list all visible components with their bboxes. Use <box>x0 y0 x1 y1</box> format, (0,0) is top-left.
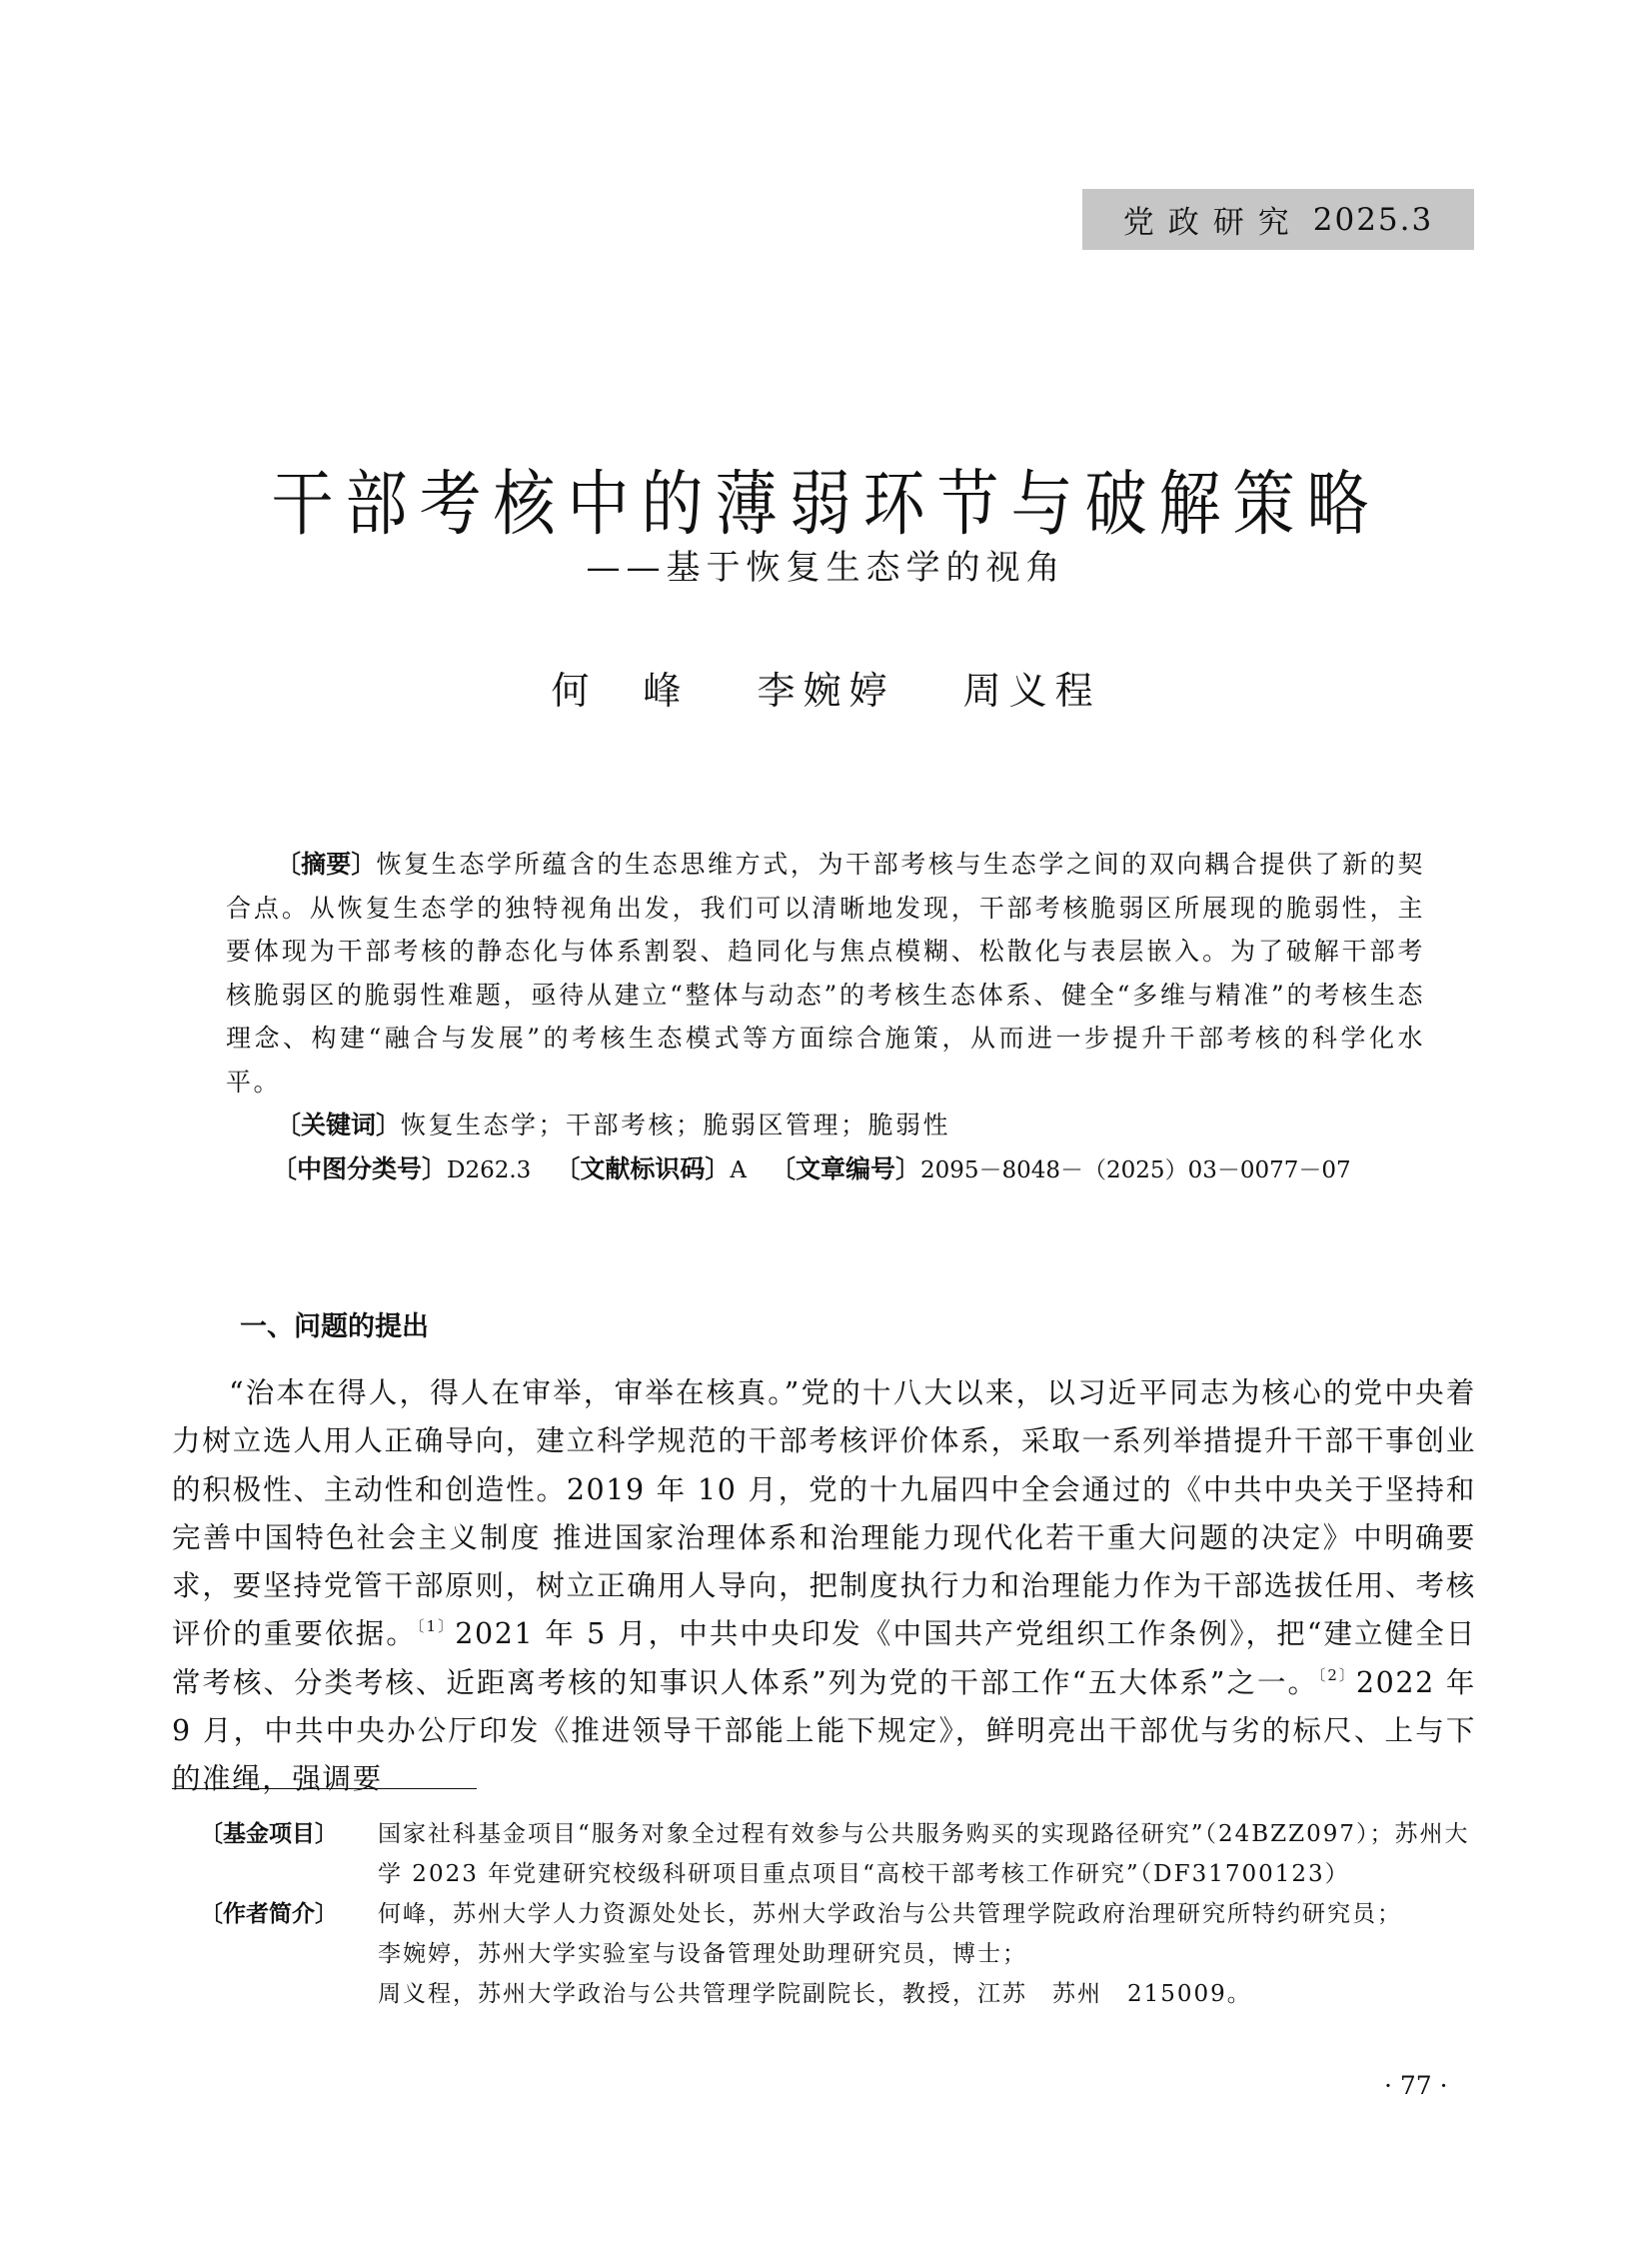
section-heading: 一、问题的提出 <box>240 1311 429 1342</box>
abstract-paragraph <box>226 843 1425 1104</box>
journal-issue: 2025.3 <box>1312 201 1434 238</box>
author-info-line: 周义程，苏州大学政治与公共管理学院副院长，教授，江苏 苏州 215009。 <box>378 1981 1252 2007</box>
article-subtitle: ——基于恢复生态学的视角 <box>586 548 1066 588</box>
fund-note <box>200 1814 1484 1894</box>
author-list <box>0 660 1652 715</box>
journal-header <box>1082 189 1474 250</box>
fund-label: 〔基金项目〕 <box>200 1821 338 1847</box>
body-text-part: 2022 年 9 月，中共中央办公厅印发《推进领导干部能上能下规定》，鲜明亮出干部优与劣的标尺、上与下的准绳，强调要 <box>172 1665 1476 1796</box>
article-no-value: 2095－8048－（2025）03－0077－07 <box>919 1156 1351 1183</box>
doc-code-label: 〔文献标识码〕 <box>555 1153 731 1183</box>
author-info-line: 李婉婷，苏州大学实验室与设备管理处助理研究员，博士； <box>378 1941 1027 1967</box>
article-title: 干部考核中的薄弱环节与破解策略 <box>271 461 1381 546</box>
footnotes <box>200 1814 1484 2014</box>
author-note <box>200 1894 1484 2014</box>
abstract-block <box>226 843 1425 1192</box>
fund-text: 国家社科基金项目“服务对象全过程有效参与公共服务购买的实现路径研究”（24BZZ097）；苏州大学 2023 年党建研究校级科研项目重点项目“高校干部考核工作研究”（DF31700123） <box>378 1821 1470 1887</box>
clc-value: D262.3 <box>447 1156 532 1183</box>
body-text-part: 2021 年 5 月，中共中央印发《中国共产党组织工作条例》，把“建立健全日常考核、分类考核、近距离考核的知事识人体系”列为党的干部工作“五大体系”之一。 <box>172 1617 1476 1699</box>
keywords-line <box>226 1104 1425 1147</box>
author-info-line: 何峰，苏州大学人力资源处处长，苏州大学政治与公共管理学院政府治理研究所特约研究员； <box>378 1901 1402 1927</box>
author-name: 周义程 <box>962 669 1101 713</box>
keywords-label: 〔关键词〕 <box>276 1111 402 1139</box>
body-text <box>172 1369 1476 1804</box>
citation-ref[interactable]: 〔2〕 <box>1317 1665 1356 1684</box>
abstract-label: 〔摘要〕 <box>276 850 377 879</box>
doc-code-value: A <box>730 1156 747 1183</box>
author-name: 李婉婷 <box>757 669 895 713</box>
footnote-divider <box>172 1788 477 1789</box>
page-number: · 77 · <box>1384 2071 1448 2100</box>
journal-name: 党政研究 <box>1122 205 1303 241</box>
body-paragraph <box>172 1369 1476 1804</box>
clc-label: 〔中图分类号〕 <box>272 1153 448 1183</box>
keywords-text: 恢复生态学；干部考核；脆弱区管理；脆弱性 <box>401 1111 951 1139</box>
author-info-label: 〔作者简介〕 <box>200 1901 338 1927</box>
body-text-part: “治本在得人，得人在审举，审举在核真。”党的十八大以来，以习近平同志为核心的党中央着力树立选人用人正确导向，建立科学规范的干部考核评价体系，采取一系列举措提升干部干事创业的积极性、主动性和创造性。2019 年 10 月，党的十九届四中全会通过的《中共中央关于坚持和完善中国特色社会主义制度 推进国家治理体系和治理能力现代化若干重大问题的决定》中明确要求，要坚持党管干部原则，树立正确用人导向，把制度执行力和治理能力作为干部选拔任用、考核评价的重要依据。 <box>172 1376 1476 1651</box>
author-name: 何 峰 <box>551 669 690 713</box>
citation-ref[interactable]: 〔1〕 <box>416 1617 456 1636</box>
abstract-text: 恢复生态学所蕴含的生态思维方式，为干部考核与生态学之间的双向耦合提供了新的契合点。从恢复生态学的独特视角出发，我们可以清晰地发现，干部考核脆弱区所展现的脆弱性，主要体现为干部考核的静态化与体系割裂、趋同化与焦点模糊、松散化与表层嵌入。为了破解干部考核脆弱区的脆弱性难题，亟待从建立“整体与动态”的考核生态体系、健全“多维与精准”的考核生态理念、构建“融合与发展”的考核生态模式等方面综合施策，从而进一步提升干部考核的科学化水平。 <box>226 850 1425 1097</box>
article-no-label: 〔文章编号〕 <box>770 1153 920 1183</box>
classification-line <box>226 1147 1425 1193</box>
